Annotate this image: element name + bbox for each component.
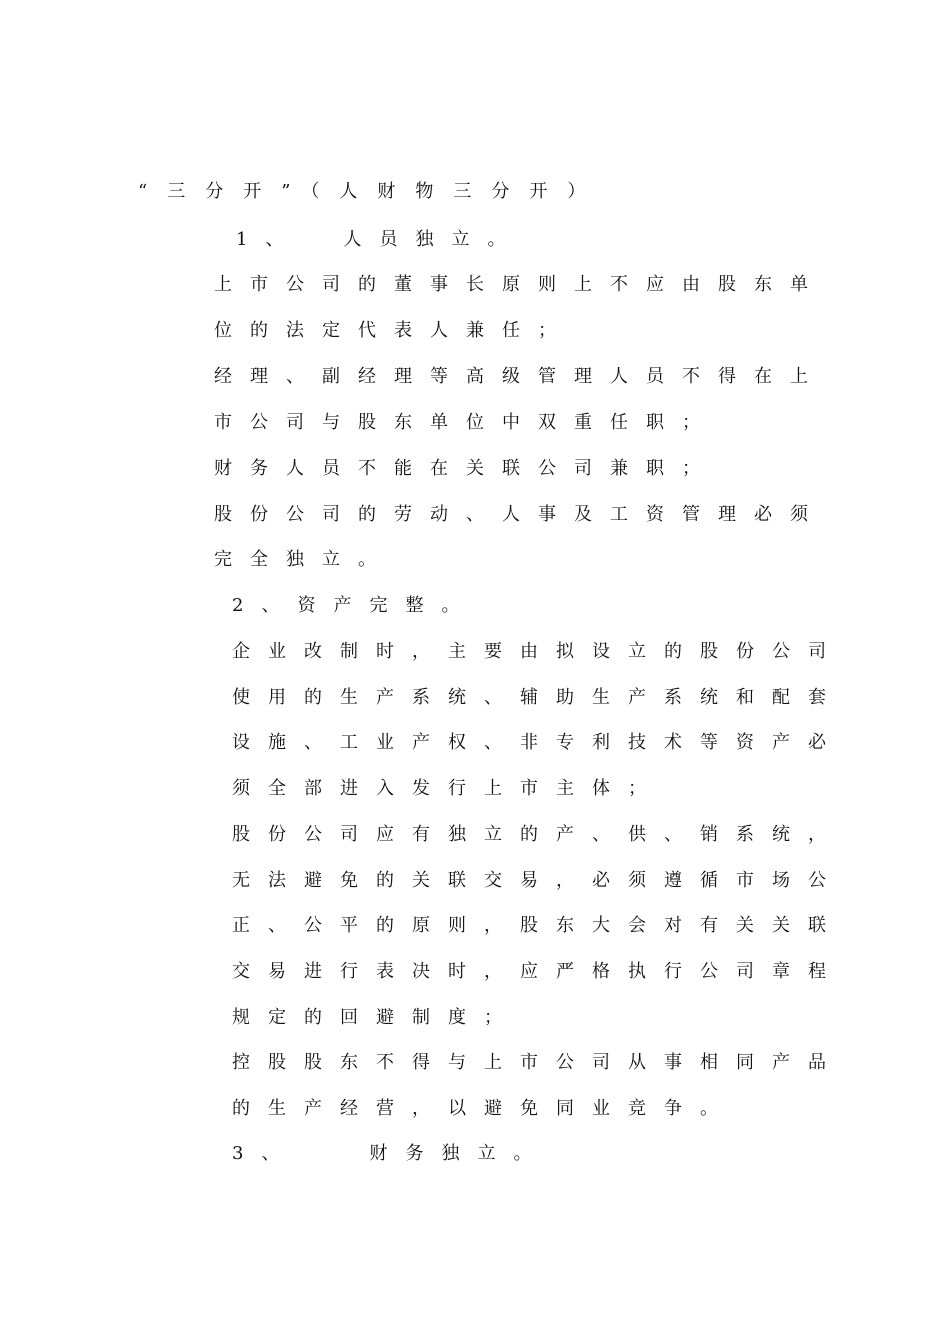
paragraph-line: 股份公司的劳动、人事及工资管理必须 [214,504,826,525]
paragraph-line: 正、公平的原则，股东大会对有关关联 [232,915,844,936]
section-3-heading [232,1143,549,1165]
paragraph-line: 规定的回避制度； [232,1007,520,1028]
paragraph-line: 的生产经营，以避免同业竞争。 [232,1098,736,1119]
paragraph-line: 市公司与股东单位中双重任职； [214,412,718,433]
paragraph-line: 上市公司的董事长原则上不应由股东单 [214,274,826,295]
paragraph-line: 须全部进入发行上市主体； [232,778,664,799]
section-3-title: 财务独立。 [369,1143,550,1164]
paragraph-line: 位的法定代表人兼任； [214,320,574,341]
paragraph-line: 完全独立。 [214,549,394,570]
paragraph-line: 使用的生产系统、辅助生产系统和配套 [232,687,844,708]
section-1-title: 人员独立。 [343,229,524,250]
paragraph-line: 财务人员不能在关联公司兼职； [214,458,718,479]
paragraph-line: 经理、副经理等高级管理人员不得在上 [214,366,826,387]
section-1-number: 1、 [236,229,302,250]
document-title: “三分开”（人财物三分开） [138,181,606,202]
paragraph-line: 设施、工业产权、非专利技术等资产必 [232,732,844,753]
section-3-number: 3、 [232,1143,298,1164]
paragraph-line: 无法避免的关联交易，必须遵循市场公 [232,870,844,891]
paragraph-line: 企业改制时，主要由拟设立的股份公司 [232,641,844,662]
paragraph-line: 交易进行表决时，应严格执行公司章程 [232,961,844,982]
section-2-heading: 2、资产完整。 [232,595,478,616]
section-1-heading [236,229,523,251]
paragraph-line: 控股股东不得与上市公司从事相同产品 [232,1052,844,1073]
paragraph-line: 股份公司应有独立的产、供、销系统， [232,824,844,845]
